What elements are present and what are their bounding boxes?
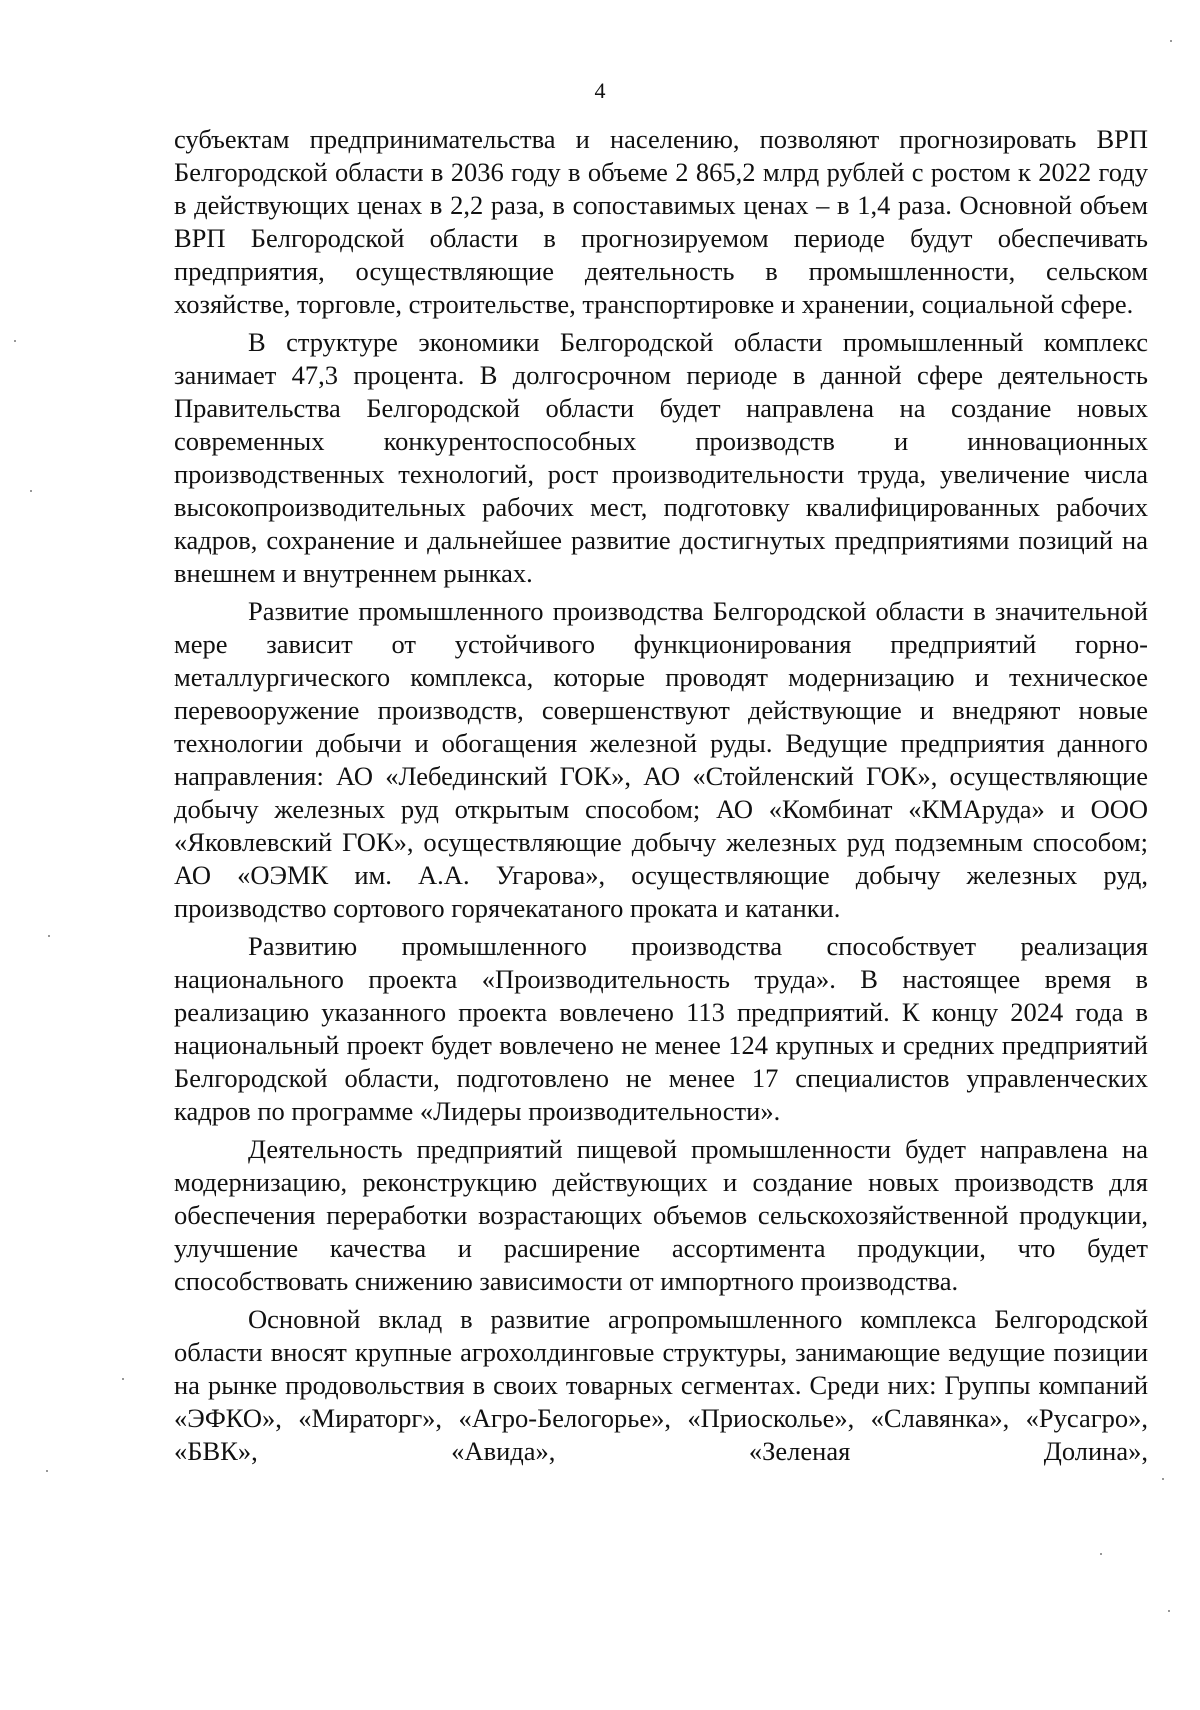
scan-speck — [30, 490, 32, 492]
scan-speck — [1170, 40, 1172, 42]
document-body — [174, 123, 1148, 1473]
scan-speck — [1162, 1478, 1164, 1480]
scan-speck — [14, 340, 16, 342]
paragraph-food-industry: Деятельность предприятий пищевой промышленности будет направлена на модернизацию, реконструкцию действующих и создание новых производств для обеспечения переработки возрастающих объемов сельскохозяйственной продукции, улучшение качества и расширение ассортимента продукции, что будет способствовать снижению зависимости от импортного производства. — [174, 1134, 1148, 1296]
paragraph-labor-productivity: Развитию промышленного производства способствует реализация национального проекта «Производительность труда». В настоящее время в реализацию указанного проекта вовлечено 113 предприятий. К концу 2024 года в национальный проект будет вовлечено не менее 124 крупных и средних предприятий Белгородской области, подготовлено не менее 17 специалистов управленческих кадров по программе «Лидеры производительности». — [174, 931, 1148, 1126]
scan-speck — [48, 935, 50, 937]
scan-speck — [122, 1378, 124, 1380]
paragraph-grp-forecast: субъектам предпринимательства и населению, позволяют прогнозировать ВРП Белгородской области в 2036 году в объеме 2 865,2 млрд рублей с ростом к 2022 году в действующих ценах в 2,2 раза, в сопоставимых ценах – в 1,4 раза. Основной объем ВРП Белгородской области в прогнозируемом периоде будут обеспечивать предприятия, осуществляющие деятельность в промышленности, сельском хозяйстве, торговле, строительстве, транспортировке и хранении, социальной сфере. — [174, 124, 1148, 319]
paragraph-industrial-complex: В структуре экономики Белгородской области промышленный комплекс занимает 47,3 процента. В долгосрочном периоде в данной сфере деятельность Правительства Белгородской области будет направлена на создание новых современных конкурентоспособных производств и инновационных производственных технологий, рост производительности труда, увеличение числа высокопроизводительных рабочих мест, подготовку квалифицированных рабочих кадров, сохранение и дальнейшее развитие достигнутых предприятиями позиций на внешнем и внутреннем рынках. — [174, 327, 1148, 588]
scan-speck — [1168, 1610, 1170, 1612]
scan-speck — [46, 1470, 48, 1472]
paragraph-agro-holdings: Основной вклад в развитие агропромышленного комплекса Белгородской области вносят крупные агрохолдинговые структуры, занимающие ведущие позиции на рынке продовольствия в своих товарных сегментах. Среди них: Группы компаний «ЭФКО», «Мираторг», «Агро-Белогорье», «Приосколье», «Славянка», «Русагро», «БВК», «Авида», «Зеленая Долина», — [174, 1304, 1148, 1466]
scan-speck — [1100, 1553, 1102, 1555]
paragraph-mining-metallurgy: Развитие промышленного производства Белгородской области в значительной мере зависит от устойчивого функционирования предприятий горно-металлургического комплекса, которые проводят модернизацию и техническое перевооружение производств, совершенствуют действующие и внедряют новые технологии добычи и обогащения железной руды. Ведущие предприятия данного направления: АО «Лебединский ГОК», АО «Стойленский ГОК», осуществляющие добычу железных руд открытым способом; АО «Комбинат «КМАруда» и ООО «Яковлевский ГОК», осуществляющие добычу железных руд подземным способом; АО «ОЭМК им. А.А. Угарова», осуществляющие добычу железных руд, производство сортового горячекатаного проката и катанки. — [174, 596, 1148, 923]
page-number: 4 — [594, 78, 606, 103]
